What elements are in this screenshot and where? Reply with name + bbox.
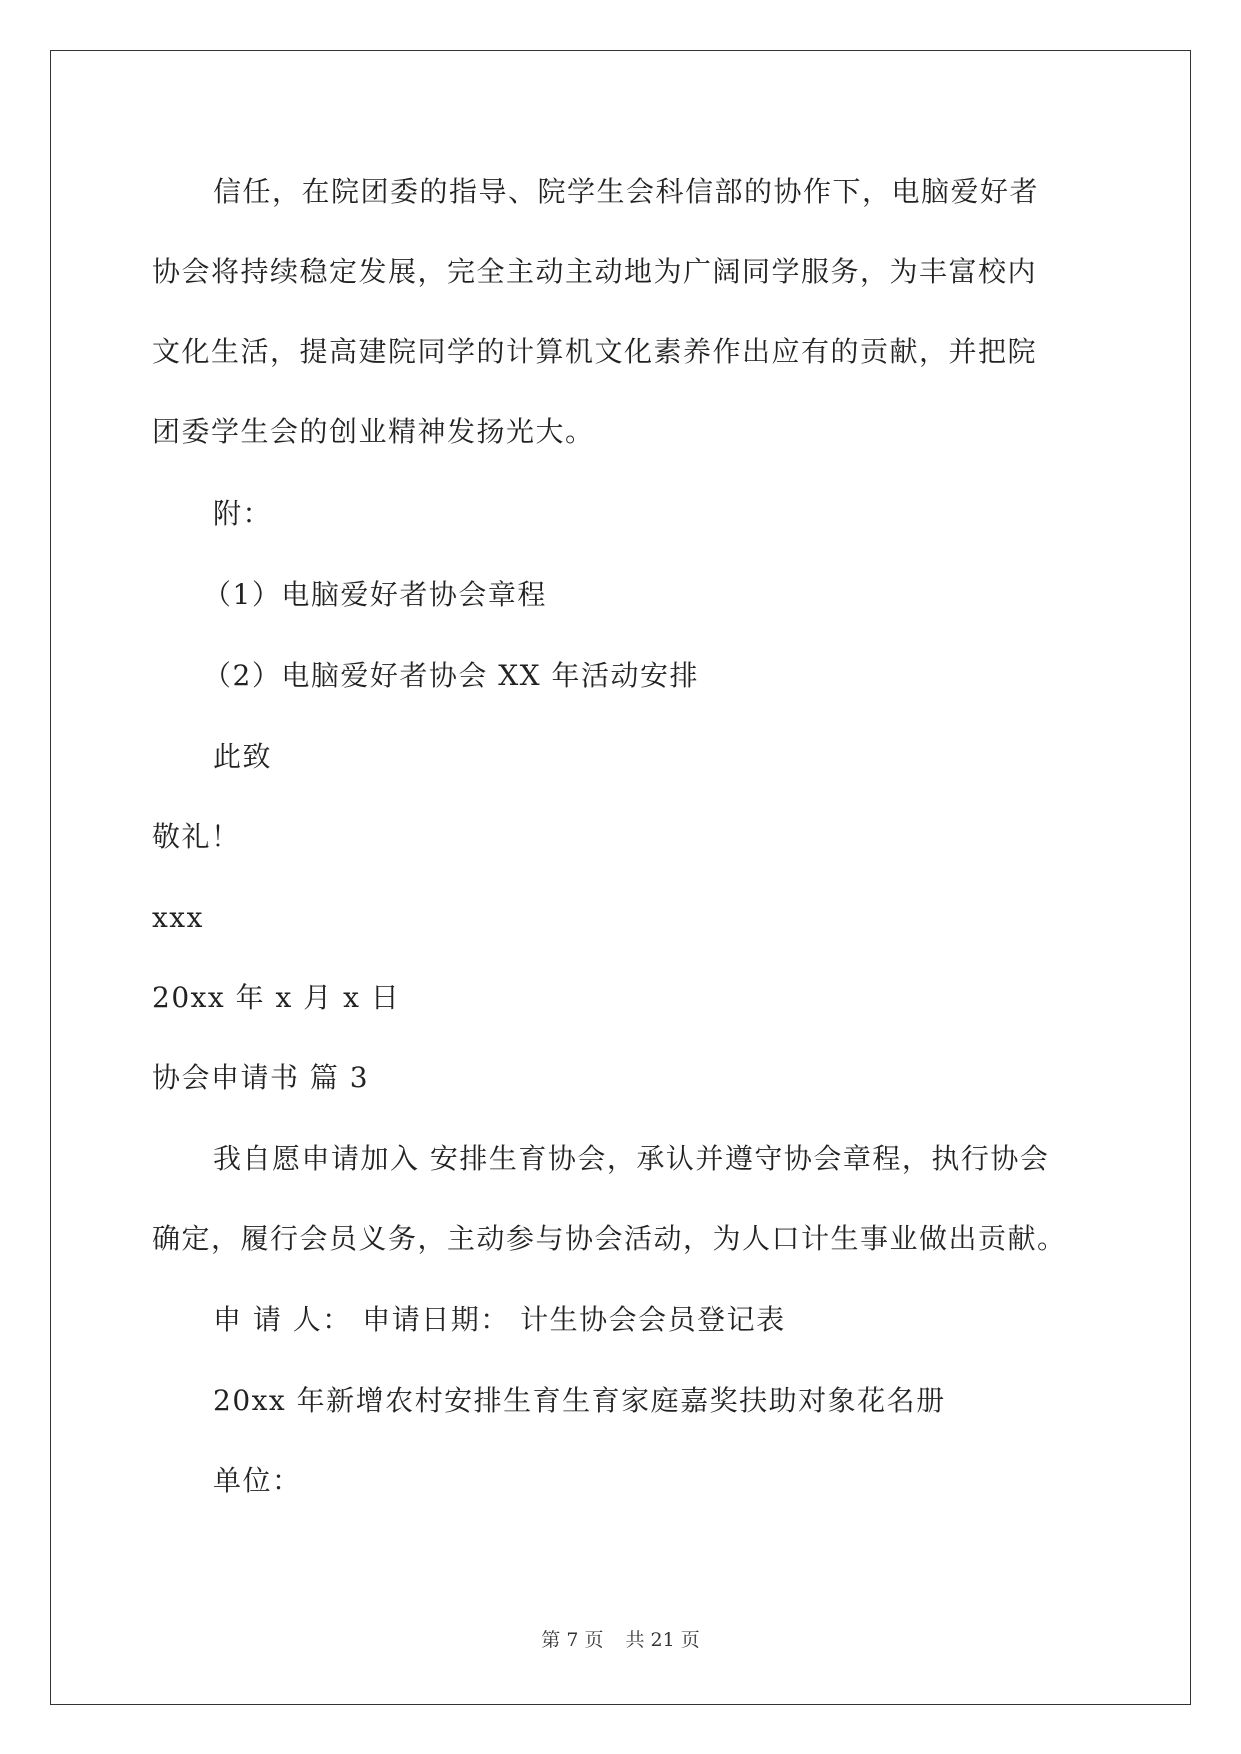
page-footer <box>0 1628 1241 1652</box>
attachment-item: （1）电脑爱好者协会章程 <box>203 578 547 611</box>
page-border <box>50 50 1191 1705</box>
closing-phrase: 此致 <box>213 740 273 773</box>
attachment-item: （2）电脑爱好者协会 XX 年活动安排 <box>203 659 699 692</box>
paragraph-line: 信任，在院团委的指导、院学生会科信部的协作下，电脑爱好者 <box>213 175 1040 208</box>
paragraph-line: 20xx 年新增农村安排生育生育家庭嘉奖扶助对象花名册 <box>213 1384 946 1417</box>
form-fields-line: 申 请 人： 申请日期： 计生协会会员登记表 <box>213 1303 786 1336</box>
attachment-label: 附： <box>213 497 273 530</box>
paragraph-line: 确定，履行会员义务，主动参与协会活动，为人口计生事业做出贡献。 <box>152 1222 1067 1255</box>
paragraph-line: 文化生活，提高建院同学的计算机文化素养作出应有的贡献，并把院 <box>152 335 1038 368</box>
page-number: 第 7 页 <box>541 1629 604 1651</box>
signature-date: 20xx 年 x 月 x 日 <box>152 981 401 1014</box>
paragraph-line: 协会将持续稳定发展，完全主动主动地为广阔同学服务，为丰富校内 <box>152 255 1038 288</box>
signature-name: xxx <box>152 901 204 934</box>
salutation: 敬礼！ <box>152 820 241 853</box>
page-total: 共 21 页 <box>625 1629 700 1651</box>
unit-label: 单位： <box>213 1464 302 1497</box>
section-heading: 协会申请书 篇 3 <box>152 1061 370 1094</box>
paragraph-line: 团委学生会的创业精神发扬光大。 <box>152 415 595 448</box>
paragraph-line: 我自愿申请加入 安排生育协会，承认并遵守协会章程，执行协会 <box>213 1142 1050 1175</box>
